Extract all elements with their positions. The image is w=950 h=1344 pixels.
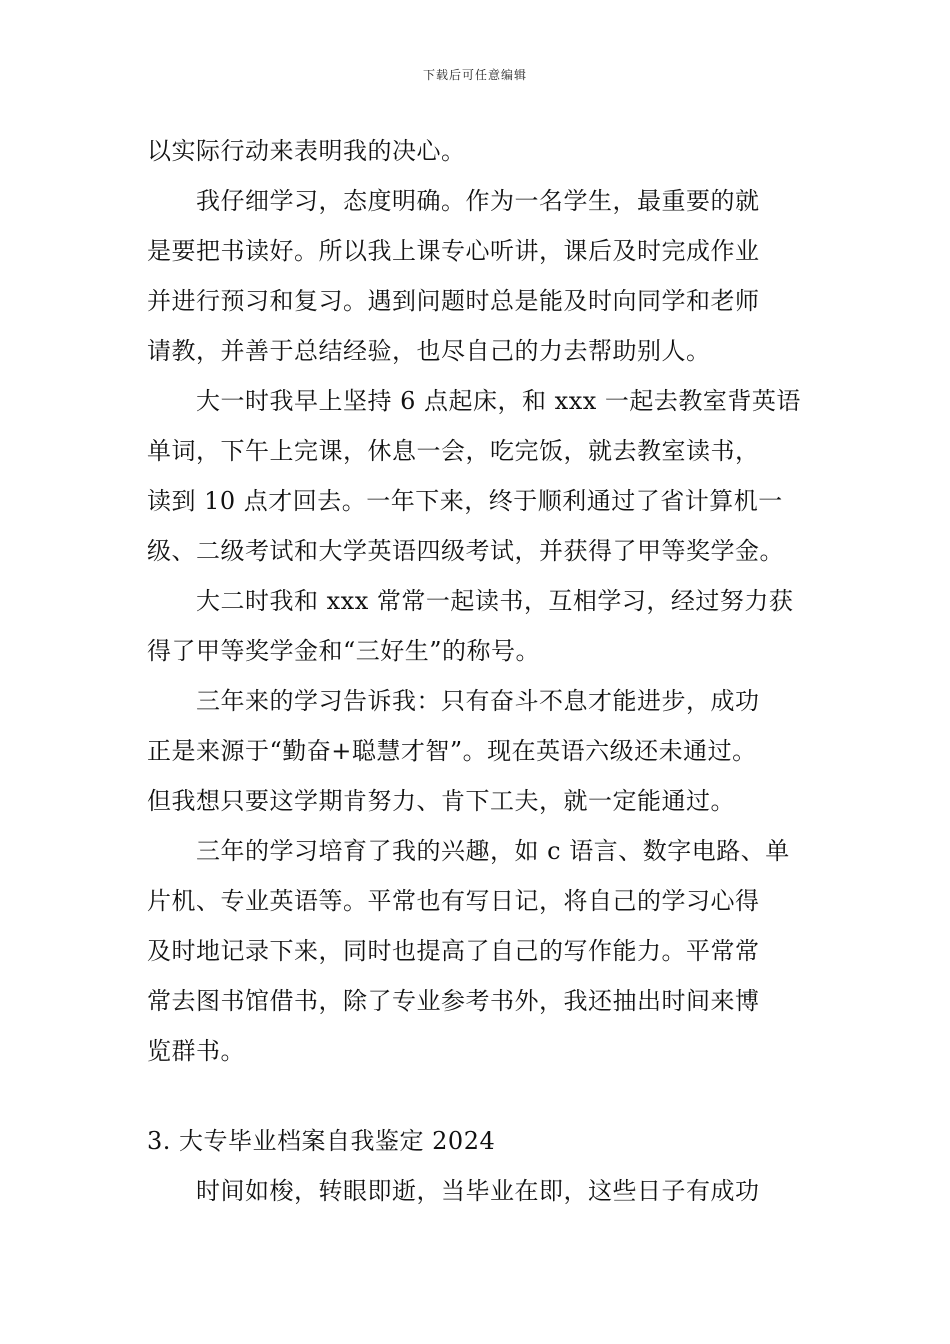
paragraph-line: 时间如梭，转眼即逝，当毕业在即，这些日子有成功	[196, 1177, 760, 1205]
paragraph-line: 以实际行动来表明我的决心。	[147, 137, 466, 165]
paragraph-line: 是要把书读好。所以我上课专心听讲，课后及时完成作业	[147, 237, 760, 265]
paragraph-line: 及时地记录下来，同时也提高了自己的写作能力。平常常	[147, 937, 760, 965]
paragraph-line: 大一时我早上坚持 6 点起床，和 xxx 一起去教室背英语	[196, 387, 801, 415]
paragraph-line: 级、二级考试和大学英语四级考试，并获得了甲等奖学金。	[147, 537, 784, 565]
paragraph-line: 我仔细学习，态度明确。作为一名学生，最重要的就	[196, 187, 760, 215]
paragraph-line: 请教，并善于总结经验，也尽自己的力去帮助别人。	[147, 337, 711, 365]
paragraph-line: 常去图书馆借书，除了专业参考书外，我还抽出时间来博	[147, 987, 760, 1015]
document-body	[147, 126, 812, 1216]
paragraph-line: 但我想只要这学期肯努力、肯下工夫，就一定能通过。	[147, 787, 735, 815]
paragraph-line: 三年的学习培育了我的兴趣，如 c 语言、数字电路、单	[196, 837, 790, 865]
paragraph-line: 得了甲等奖学金和“三好生”的称号。	[147, 637, 541, 665]
paragraph-line: 大二时我和 xxx 常常一起读书，互相学习，经过努力获	[196, 587, 794, 615]
paragraph-line: 正是来源于“勤奋+聪慧才智”。现在英语六级还未通过。	[147, 737, 757, 765]
section-heading: 3. 大专毕业档案自我鉴定 2024	[147, 1127, 496, 1155]
page-header: 下载后可任意编辑	[422, 68, 527, 82]
section-spacer	[147, 1076, 812, 1116]
paragraph-line: 读到 10 点才回去。一年下来，终于顺利通过了省计算机一	[147, 487, 783, 515]
paragraph-line: 片机、专业英语等。平常也有写日记，将自己的学习心得	[147, 887, 760, 915]
paragraph-line: 并进行预习和复习。遇到问题时总是能及时向同学和老师	[147, 287, 760, 315]
paragraph-line: 览群书。	[147, 1037, 245, 1065]
paragraph-line: 单词，下午上完课，休息一会，吃完饭，就去教室读书，	[147, 437, 760, 465]
paragraph-line: 三年来的学习告诉我：只有奋斗不息才能进步，成功	[196, 687, 760, 715]
